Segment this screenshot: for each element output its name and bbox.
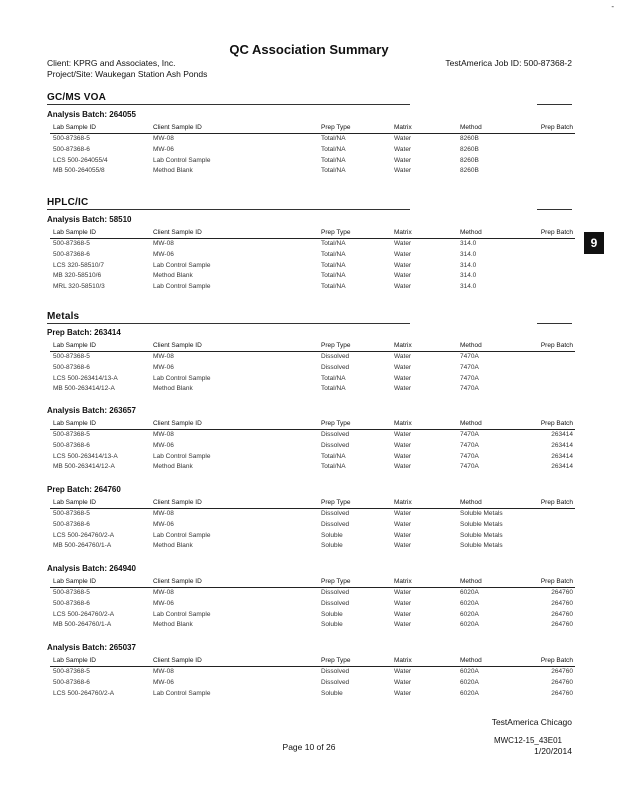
footer-lab: TestAmerica Chicago — [491, 717, 572, 727]
section-title: Metals — [47, 311, 80, 322]
table-cell-matrix: Water — [394, 261, 412, 269]
table-cell-client-sample-id: Lab Control Sample — [153, 531, 211, 539]
table-cell-method: 7470A — [460, 463, 479, 471]
table-cell-matrix: Water — [394, 668, 412, 675]
table-cell-method: 7470A — [460, 363, 479, 371]
column-header-prep-batch: Prep Batch — [540, 342, 573, 349]
table-cell-method: 7470A — [460, 452, 479, 460]
table-cell-lab-sample-id: LCS 320-58510/7 — [53, 261, 104, 269]
table-cell-lab-sample-id: 500-87368-6 — [53, 678, 90, 686]
column-header-prep-batch: Prep Batch — [540, 657, 573, 664]
table-cell-prep-type: Total/NA — [321, 145, 346, 153]
table-cell-prep-type: Total/NA — [321, 135, 346, 142]
column-header-prep-type: Prep Type — [321, 499, 351, 506]
column-header-prep-batch: Prep Batch — [540, 499, 573, 506]
column-header-prep-batch: Prep Batch — [540, 420, 573, 427]
table-cell-lab-sample-id: LCS 500-264760/2-A — [53, 531, 115, 539]
table-cell-matrix: Water — [394, 283, 412, 291]
table-cell-client-sample-id: MW-06 — [153, 363, 174, 371]
column-header-method: Method — [460, 342, 482, 349]
table-cell-client-sample-id: MW-08 — [153, 431, 174, 438]
section-title: GC/MS VOA — [47, 92, 107, 103]
table-cell-method: 6020A — [460, 610, 479, 618]
table-cell-client-sample-id: Method Blank — [153, 272, 193, 280]
column-header-lab-sample-id: Lab Sample ID — [53, 342, 96, 349]
column-header-client-sample-id: Client Sample ID — [153, 342, 202, 349]
table-cell-client-sample-id: Lab Control Sample — [153, 156, 211, 164]
table-cell-matrix: Water — [394, 374, 412, 382]
batch-label: Prep Batch: 263414 — [47, 328, 121, 337]
table-cell-method: 7470A — [460, 385, 479, 393]
section-divider — [47, 323, 410, 324]
column-header-prep-type: Prep Type — [321, 342, 351, 349]
table-cell-method: 6020A — [460, 621, 479, 629]
table-cell-matrix: Water — [394, 452, 412, 460]
table-cell-prep-type: Soluble — [321, 621, 343, 629]
table-cell-prep-batch: 263414 — [551, 431, 573, 438]
table-cell-lab-sample-id: MB 500-264760/1-A — [53, 621, 112, 629]
column-header-matrix: Matrix — [394, 499, 412, 506]
column-header-rule — [50, 133, 575, 134]
table-cell-lab-sample-id: LCS 500-264760/2-A — [53, 610, 115, 618]
project-line: Project/Site: Waukegan Station Ash Ponds — [47, 69, 208, 79]
table-cell-matrix: Water — [394, 167, 412, 175]
table-cell-matrix: Water — [394, 463, 412, 471]
table-cell-lab-sample-id: 500-87368-6 — [53, 145, 90, 153]
table-cell-prep-batch: 264760 — [551, 599, 573, 607]
table-cell-prep-batch: 264760 — [551, 668, 573, 675]
column-header-rule — [50, 508, 575, 509]
table-cell-client-sample-id: MW-06 — [153, 599, 174, 607]
column-header-method: Method — [460, 657, 482, 664]
table-cell-client-sample-id: MW-08 — [153, 135, 174, 142]
table-cell-method: 7470A — [460, 431, 479, 438]
column-header-client-sample-id: Client Sample ID — [153, 420, 202, 427]
table-cell-client-sample-id: Lab Control Sample — [153, 689, 211, 697]
column-header-client-sample-id: Client Sample ID — [153, 578, 202, 585]
table-cell-client-sample-id: MW-08 — [153, 353, 174, 360]
table-cell-lab-sample-id: 500-87368-5 — [53, 431, 90, 438]
table-cell-client-sample-id: MW-06 — [153, 520, 174, 528]
column-header-client-sample-id: Client Sample ID — [153, 657, 202, 664]
footer-page: Page 10 of 26 — [282, 742, 336, 752]
table-cell-prep-type: Dissolved — [321, 510, 350, 517]
table-cell-lab-sample-id: 500-87368-5 — [53, 240, 90, 247]
column-header-method: Method — [460, 124, 482, 131]
table-cell-prep-type: Dissolved — [321, 599, 350, 607]
table-cell-matrix: Water — [394, 431, 412, 438]
column-header-prep-type: Prep Type — [321, 657, 351, 664]
table-cell-matrix: Water — [394, 531, 412, 539]
section-divider-right — [537, 104, 572, 105]
table-cell-prep-batch: 264760 — [551, 689, 573, 697]
table-cell-prep-type: Total/NA — [321, 240, 346, 247]
table-cell-matrix: Water — [394, 145, 412, 153]
table-cell-prep-type: Total/NA — [321, 463, 346, 471]
table-cell-prep-type: Total/NA — [321, 250, 346, 258]
column-header-lab-sample-id: Lab Sample ID — [53, 229, 96, 236]
column-header-client-sample-id: Client Sample ID — [153, 229, 202, 236]
table-cell-lab-sample-id: 500-87368-5 — [53, 135, 90, 142]
table-cell-matrix: Water — [394, 441, 412, 449]
table-cell-prep-type: Dissolved — [321, 431, 350, 438]
table-cell-prep-type: Dissolved — [321, 668, 350, 675]
table-cell-client-sample-id: Method Blank — [153, 621, 193, 629]
table-cell-method: 314.0 — [460, 240, 477, 247]
column-header-method: Method — [460, 499, 482, 506]
table-cell-prep-batch: 263414 — [551, 452, 573, 460]
table-cell-matrix: Water — [394, 678, 412, 686]
table-cell-method: 7470A — [460, 441, 479, 449]
table-cell-client-sample-id: Lab Control Sample — [153, 374, 211, 382]
section-divider-right — [537, 209, 572, 210]
table-cell-lab-sample-id: 500-87368-5 — [53, 353, 90, 360]
table-cell-client-sample-id: Method Blank — [153, 463, 193, 471]
table-cell-matrix: Water — [394, 385, 412, 393]
column-header-rule — [50, 666, 575, 667]
column-header-matrix: Matrix — [394, 124, 412, 131]
table-cell-prep-type: Total/NA — [321, 452, 346, 460]
batch-label: Analysis Batch: 263657 — [47, 406, 136, 415]
table-cell-client-sample-id: MW-06 — [153, 250, 174, 258]
table-cell-lab-sample-id: 500-87368-5 — [53, 589, 90, 596]
section-tab[interactable]: 9 — [584, 232, 604, 254]
table-cell-lab-sample-id: MB 320-58510/6 — [53, 272, 102, 280]
table-cell-lab-sample-id: 500-87368-5 — [53, 510, 90, 517]
table-cell-prep-type: Total/NA — [321, 272, 346, 280]
table-cell-method: 6020A — [460, 678, 479, 686]
column-header-lab-sample-id: Lab Sample ID — [53, 578, 96, 585]
column-header-prep-type: Prep Type — [321, 229, 351, 236]
table-cell-client-sample-id: MW-06 — [153, 678, 174, 686]
table-cell-matrix: Water — [394, 353, 412, 360]
table-cell-prep-type: Soluble — [321, 689, 343, 697]
table-cell-prep-type: Total/NA — [321, 283, 346, 291]
table-cell-lab-sample-id: LCS 500-263414/13-A — [53, 374, 118, 382]
table-cell-lab-sample-id: 500-87368-6 — [53, 599, 90, 607]
table-cell-lab-sample-id: MB 500-263414/12-A — [53, 463, 115, 471]
column-header-matrix: Matrix — [394, 229, 412, 236]
column-header-method: Method — [460, 229, 482, 236]
table-cell-prep-type: Dissolved — [321, 441, 350, 449]
table-cell-lab-sample-id: 500-87368-6 — [53, 441, 90, 449]
table-cell-method: 7470A — [460, 353, 479, 360]
table-cell-matrix: Water — [394, 156, 412, 164]
column-header-client-sample-id: Client Sample ID — [153, 124, 202, 131]
table-cell-lab-sample-id: LCS 500-264055/4 — [53, 156, 108, 164]
table-cell-method: 8260B — [460, 145, 479, 153]
table-cell-prep-type: Dissolved — [321, 520, 350, 528]
table-cell-lab-sample-id: LCS 500-264760/2-A — [53, 689, 115, 697]
table-cell-client-sample-id: Method Blank — [153, 542, 193, 550]
column-header-rule — [50, 587, 575, 588]
batch-label: Analysis Batch: 265037 — [47, 643, 136, 652]
section-divider — [47, 209, 410, 210]
table-cell-prep-type: Total/NA — [321, 385, 346, 393]
column-header-prep-batch: Prep Batch — [540, 229, 573, 236]
column-header-matrix: Matrix — [394, 657, 412, 664]
table-cell-prep-batch: 264760 — [551, 678, 573, 686]
footer-date: 1/20/2014 — [534, 746, 572, 756]
table-cell-lab-sample-id: LCS 500-263414/13-A — [53, 452, 118, 460]
table-cell-prep-batch: 263414 — [551, 441, 573, 449]
client-line: Client: KPRG and Associates, Inc. — [47, 58, 176, 68]
table-cell-lab-sample-id: MB 500-264055/8 — [53, 167, 105, 175]
table-cell-lab-sample-id: MRL 320-58510/3 — [53, 283, 105, 291]
table-cell-method: 314.0 — [460, 283, 477, 291]
table-cell-matrix: Water — [394, 135, 412, 142]
table-cell-matrix: Water — [394, 510, 412, 517]
column-header-matrix: Matrix — [394, 420, 412, 427]
table-cell-method: Soluble Metals — [460, 542, 503, 550]
column-header-lab-sample-id: Lab Sample ID — [53, 657, 96, 664]
column-header-method: Method — [460, 578, 482, 585]
table-cell-client-sample-id: Method Blank — [153, 167, 193, 175]
table-cell-method: Soluble Metals — [460, 520, 503, 528]
page-title: QC Association Summary — [229, 42, 389, 57]
table-cell-matrix: Water — [394, 542, 412, 550]
table-cell-client-sample-id: MW-08 — [153, 510, 174, 517]
table-cell-prep-batch: 263414 — [551, 463, 573, 471]
table-cell-method: Soluble Metals — [460, 510, 503, 517]
column-header-rule — [50, 429, 575, 430]
table-cell-matrix: Water — [394, 520, 412, 528]
table-cell-client-sample-id: Method Blank — [153, 385, 193, 393]
column-header-client-sample-id: Client Sample ID — [153, 499, 202, 506]
table-cell-matrix: Water — [394, 240, 412, 247]
column-header-prep-batch: Prep Batch — [540, 124, 573, 131]
table-cell-client-sample-id: MW-06 — [153, 441, 174, 449]
table-cell-prep-type: Total/NA — [321, 374, 346, 382]
table-cell-client-sample-id: Lab Control Sample — [153, 610, 211, 618]
table-cell-method: 6020A — [460, 668, 479, 675]
table-cell-client-sample-id: MW-06 — [153, 145, 174, 153]
table-cell-matrix: Water — [394, 689, 412, 697]
table-cell-matrix: Water — [394, 363, 412, 371]
column-header-prep-type: Prep Type — [321, 124, 351, 131]
table-cell-lab-sample-id: MB 500-263414/12-A — [53, 385, 115, 393]
table-cell-prep-type: Total/NA — [321, 261, 346, 269]
table-cell-client-sample-id: MW-08 — [153, 240, 174, 247]
table-cell-prep-type: Dissolved — [321, 678, 350, 686]
batch-label: Analysis Batch: 58510 — [47, 215, 132, 224]
table-cell-lab-sample-id: MB 500-264760/1-A — [53, 542, 112, 550]
table-cell-client-sample-id: Lab Control Sample — [153, 261, 211, 269]
column-header-rule — [50, 351, 575, 352]
column-header-method: Method — [460, 420, 482, 427]
corner-mark: - — [611, 2, 614, 11]
table-cell-client-sample-id: MW-08 — [153, 668, 174, 675]
table-cell-lab-sample-id: 500-87368-6 — [53, 363, 90, 371]
table-cell-method: 314.0 — [460, 261, 477, 269]
batch-label: Analysis Batch: 264055 — [47, 110, 136, 119]
table-cell-prep-batch: 264760 — [551, 589, 573, 596]
table-cell-method: 8260B — [460, 167, 479, 175]
table-cell-method: 6020A — [460, 599, 479, 607]
table-cell-method: Soluble Metals — [460, 531, 503, 539]
section-divider — [47, 104, 410, 105]
table-cell-lab-sample-id: 500-87368-6 — [53, 520, 90, 528]
batch-label: Prep Batch: 264760 — [47, 485, 121, 494]
column-header-prep-type: Prep Type — [321, 578, 351, 585]
table-cell-matrix: Water — [394, 599, 412, 607]
section-title: HPLC/IC — [47, 197, 89, 208]
table-cell-client-sample-id: Lab Control Sample — [153, 452, 211, 460]
column-header-prep-type: Prep Type — [321, 420, 351, 427]
table-cell-prep-type: Dissolved — [321, 353, 350, 360]
table-cell-method: 6020A — [460, 589, 479, 596]
column-header-lab-sample-id: Lab Sample ID — [53, 124, 96, 131]
table-cell-method: 8260B — [460, 135, 479, 142]
table-cell-prep-type: Soluble — [321, 610, 343, 618]
table-cell-client-sample-id: MW-08 — [153, 589, 174, 596]
column-header-lab-sample-id: Lab Sample ID — [53, 420, 96, 427]
table-cell-prep-type: Soluble — [321, 531, 343, 539]
table-cell-prep-batch: 264760 — [551, 610, 573, 618]
column-header-matrix: Matrix — [394, 342, 412, 349]
table-cell-method: 7470A — [460, 374, 479, 382]
table-cell-prep-type: Total/NA — [321, 167, 346, 175]
table-cell-client-sample-id: Lab Control Sample — [153, 283, 211, 291]
table-cell-prep-type: Dissolved — [321, 363, 350, 371]
table-cell-matrix: Water — [394, 610, 412, 618]
column-header-rule — [50, 238, 575, 239]
table-cell-method: 6020A — [460, 689, 479, 697]
table-cell-method: 314.0 — [460, 272, 477, 280]
table-cell-matrix: Water — [394, 589, 412, 596]
table-cell-matrix: Water — [394, 250, 412, 258]
column-header-matrix: Matrix — [394, 578, 412, 585]
table-cell-prep-type: Dissolved — [321, 589, 350, 596]
column-header-lab-sample-id: Lab Sample ID — [53, 499, 96, 506]
table-cell-matrix: Water — [394, 621, 412, 629]
job-id: TestAmerica Job ID: 500-87368-2 — [445, 58, 572, 68]
batch-label: Analysis Batch: 264940 — [47, 564, 136, 573]
table-cell-lab-sample-id: 500-87368-5 — [53, 668, 90, 675]
column-header-prep-batch: Prep Batch — [540, 578, 573, 585]
footer-doc-id: MWC12-15_43E01 — [493, 736, 562, 745]
table-cell-lab-sample-id: 500-87368-6 — [53, 250, 90, 258]
table-cell-method: 8260B — [460, 156, 479, 164]
table-cell-prep-batch: 264760 — [551, 621, 573, 629]
table-cell-prep-type: Total/NA — [321, 156, 346, 164]
section-divider-right — [537, 323, 572, 324]
table-cell-prep-type: Soluble — [321, 542, 343, 550]
table-cell-method: 314.0 — [460, 250, 477, 258]
table-cell-matrix: Water — [394, 272, 412, 280]
